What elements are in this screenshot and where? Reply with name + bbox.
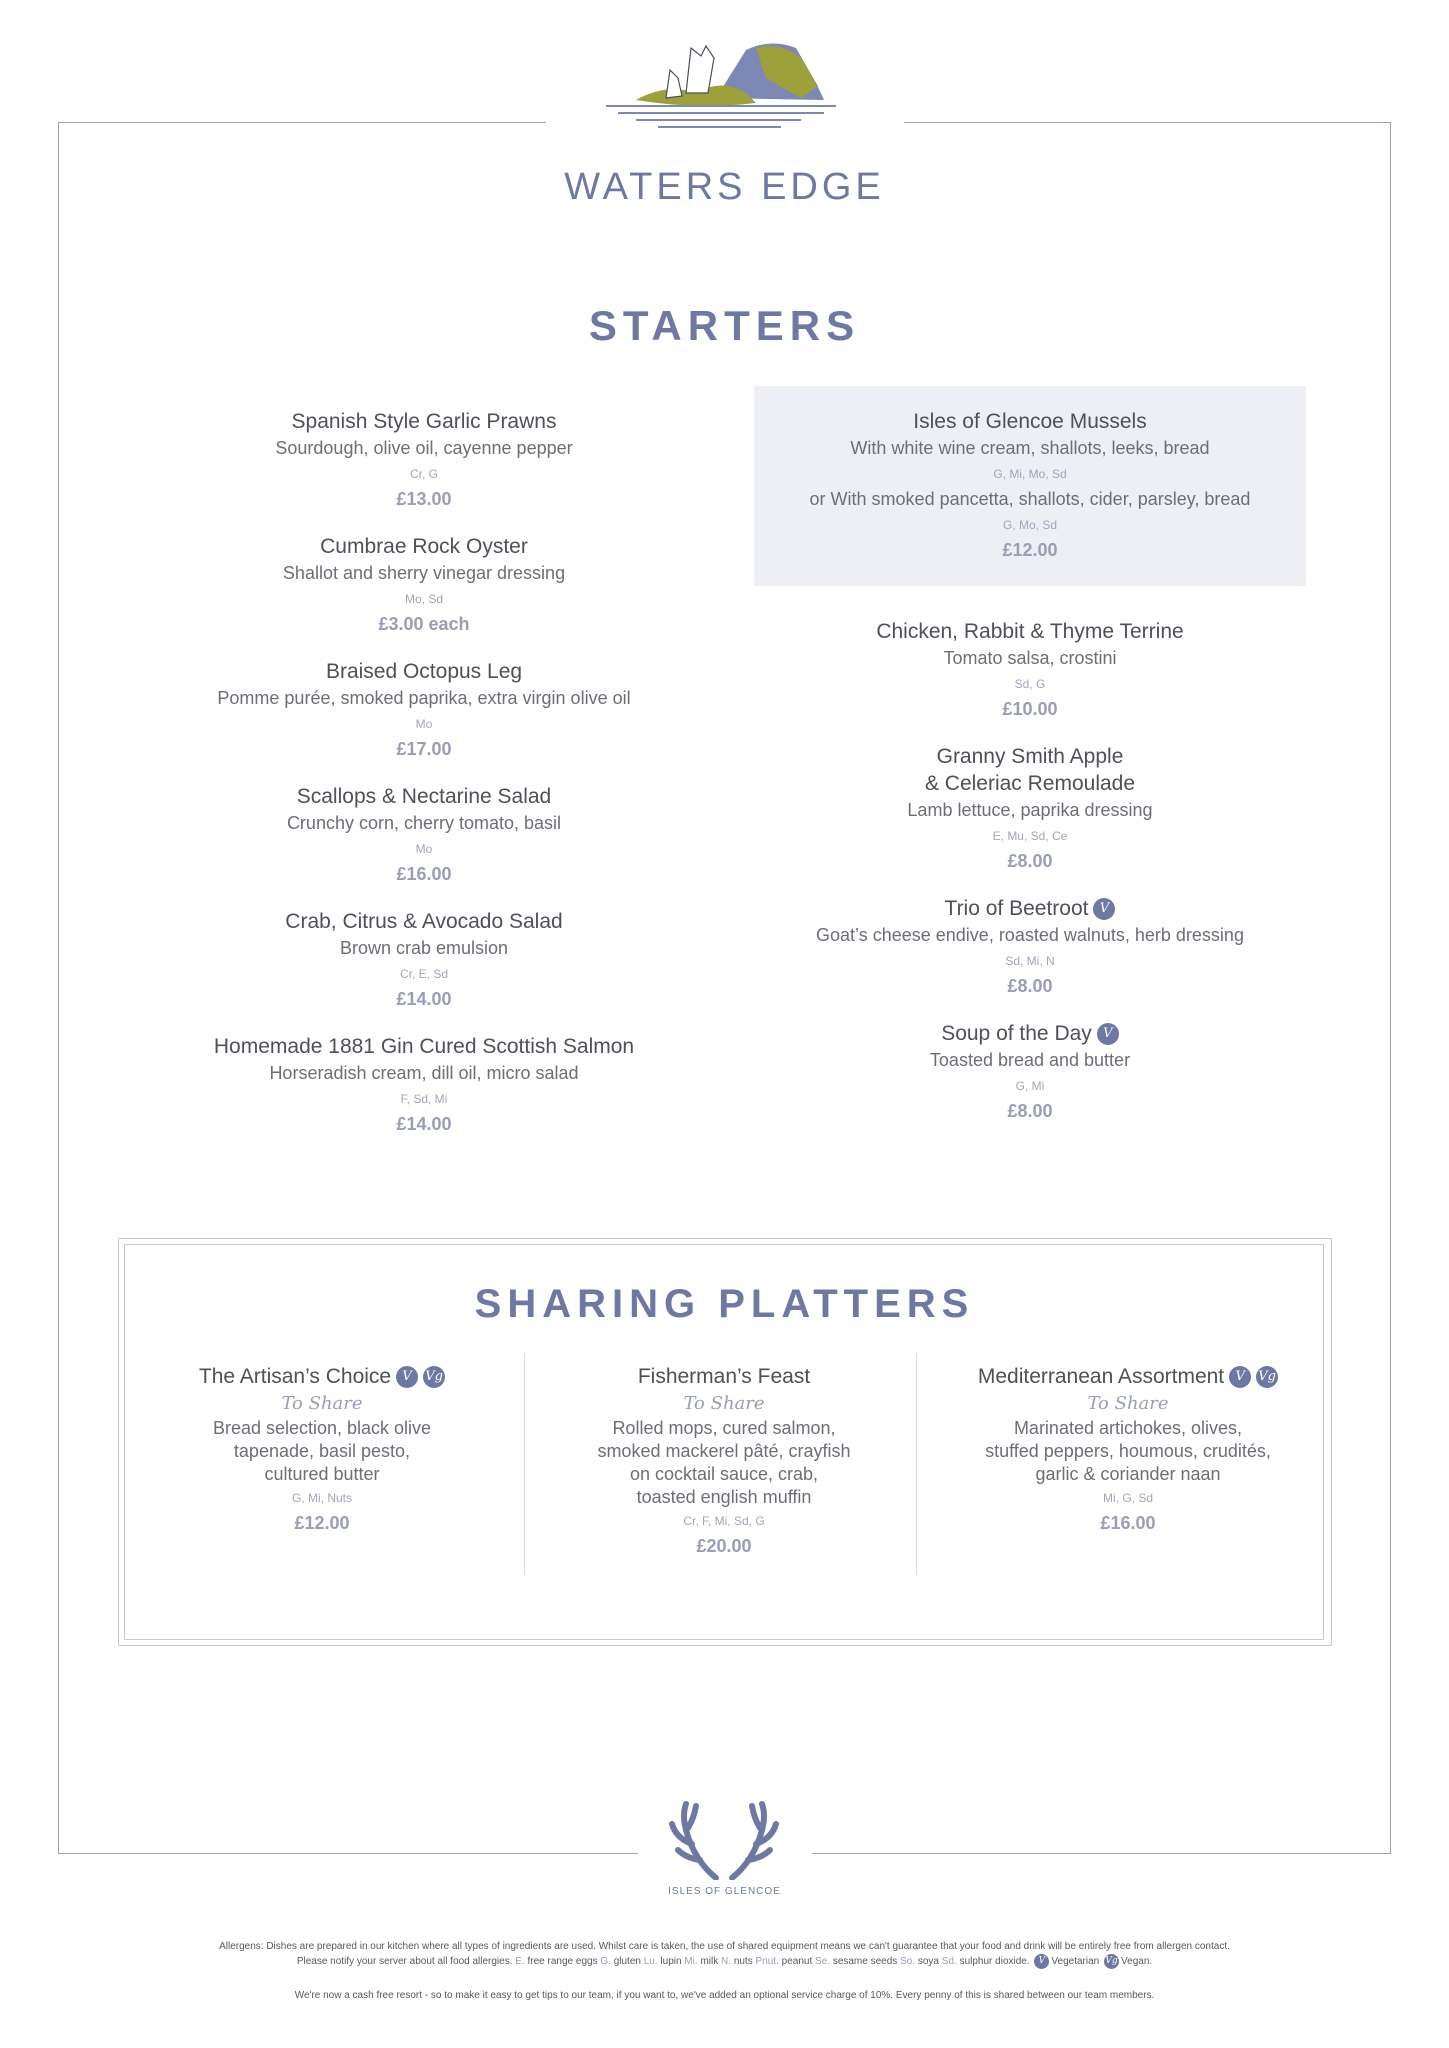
vegan-badge-icon: Vg [423,1366,445,1388]
item-allergens: E, Mu, Sd, Ce [992,829,1068,843]
menu-item [754,895,1306,1000]
frame-right [1390,122,1391,1854]
item-allergens: Mo, Sd [404,592,443,606]
item-name: The Artisan’s Choice [198,1365,392,1388]
starters-left-column [184,408,664,1158]
menu-item [184,783,664,888]
vegan-badge-icon: Vg [1256,1366,1278,1388]
frame-left [58,122,59,1854]
menu-item [754,743,1306,875]
item-price: £14.00 [396,989,452,1009]
item-allergens: Cr, E, Sd [399,967,449,981]
item-name-line2: & Celeriac Remoulade [924,772,1136,795]
item-name: Chicken, Rabbit & Thyme Terrine [876,620,1184,643]
item-allergens: G, Mi, Mo, Sd [993,467,1067,481]
item-price: £12.00 [1002,540,1058,560]
item-name: Scallops & Nectarine Salad [296,785,552,808]
item-name-row [958,1363,1298,1390]
item-name: Cumbrae Rock Oyster [320,535,528,558]
item-description: Lamb lettuce, paprika dressing [907,800,1153,820]
menu-item [184,533,664,638]
item-description: With white wine cream, shallots, leeks, bread [850,438,1210,458]
item-subtitle: To Share [683,1393,765,1414]
item-name: Braised Octopus Leg [325,660,523,683]
item-allergens: Cr, G [409,467,438,481]
item-allergens: Mo [415,717,433,731]
item-price: £8.00 [1007,851,1053,871]
item-description: Toasted bread and butter [929,1050,1131,1070]
item-name-row [754,1020,1306,1047]
item-description-line: Rolled mops, cured salmon, [612,1418,836,1438]
item-description: Crunchy corn, cherry tomato, basil [286,813,562,833]
frame-top-left [58,122,546,123]
item-price: £17.00 [396,739,452,759]
item-subtitle: To Share [1087,1393,1169,1414]
vegetarian-badge-icon: V [1229,1366,1251,1388]
item-allergens: F, Sd, Mi [400,1092,448,1106]
item-name: Spanish Style Garlic Prawns [291,410,557,433]
item-name: Soup of the Day [941,1022,1092,1045]
featured-item [754,408,1306,564]
item-price: £8.00 [1007,976,1053,996]
item-description-line: toasted english muffin [636,1487,812,1507]
item-name-row [152,1363,492,1390]
item-allergens: G, Mi [1015,1079,1045,1093]
menu-item [754,618,1306,723]
item-description: Goat’s cheese endive, roasted walnuts, herb dressing [816,925,1244,945]
item-price: £10.00 [1002,699,1058,719]
vegetarian-badge-icon: V [1093,898,1115,920]
menu-item [184,1033,664,1138]
item-price: £8.00 [1007,1101,1053,1121]
frame-bottom-right [812,1853,1391,1854]
vegetarian-badge-icon: V [1034,1954,1049,1969]
service-charge-notice: We're now a cash free resort - so to make it easy to get tips to our team, if you want to, we've added an optional service charge of 10%. Every penny of this is shared between our team members. [294,1990,1155,2001]
item-allergens: Mo [415,842,433,856]
item-description: Sourdough, olive oil, cayenne pepper [275,438,573,458]
item-price: £20.00 [696,1536,752,1556]
menu-item [754,1020,1306,1125]
item-description: Pomme purée, smoked paprika, extra virgin olive oil [217,688,631,708]
item-name: Isles of Glencoe Mussels [913,410,1147,433]
menu-item [184,658,664,763]
item-name: Fisherman’s Feast [637,1365,811,1388]
item-description-line: on cocktail sauce, crab, [629,1464,819,1484]
platter-item [152,1363,492,1537]
item-allergens: Sd, Mi, N [1005,954,1055,968]
allergen-notice-line1: Allergens: Dishes are prepared in our kitchen where all types of ingredients are used. Whilst care is taken, the use of shared equipment means we can't guarantee that your food and drink will be entirely free from allergen contact. [219,1941,1230,1952]
menu-item [184,408,664,513]
item-description-line: garlic & coriander naan [1035,1464,1221,1484]
item-price: £12.00 [294,1513,350,1533]
item-description-line: smoked mackerel pâté, crayfish [597,1441,851,1461]
item-description-line: tapenade, basil pesto, [233,1441,411,1461]
platter-divider [916,1353,917,1575]
item-description-alt: or With smoked pancetta, shallots, cider, parsley, bread [809,489,1251,509]
item-description: Shallot and sherry vinegar dressing [282,563,566,583]
item-description: Tomato salsa, crostini [943,648,1117,668]
item-allergens: Mi, G, Sd [1102,1491,1153,1505]
item-description-line: stuffed peppers, houmous, crudités, [985,1441,1271,1461]
item-description: Brown crab emulsion [339,938,509,958]
item-price: £3.00 each [378,614,470,634]
waters-edge-logo-icon [596,38,846,138]
brand-name: WATERS EDGE [564,166,885,208]
vegetarian-badge-icon: V [1097,1023,1119,1045]
frame-bottom-left [58,1853,638,1854]
allergen-notice-line2: Please notify your server about all food allergies. E. free range eggs G. gluten Lu. lupin Mi. milk N. nuts Pnut. peanut Se. sesame seeds So. soya Sd. sulphur dioxide. V Vegetarian Vg Vegan. [296,1956,1153,1968]
item-name-line1: Granny Smith Apple [936,745,1124,768]
item-allergens: Sd, G [1014,677,1046,691]
item-name: Trio of Beetroot [944,897,1089,920]
item-price: £13.00 [396,489,452,509]
item-description-line: Marinated artichokes, olives, [1013,1418,1243,1438]
platter-divider [524,1353,525,1575]
item-subtitle: To Share [281,1393,363,1414]
antlers-logo-icon [664,1800,784,1880]
item-description-line: cultured butter [264,1464,380,1484]
item-name: Mediterranean Assortment [977,1365,1225,1388]
item-price: £14.00 [396,1114,452,1134]
item-name: Homemade 1881 Gin Cured Scottish Salmon [213,1035,635,1058]
item-description: Horseradish cream, dill oil, micro salad [269,1063,579,1083]
platter-item [958,1363,1298,1537]
platters-title: SHARING PLATTERS [474,1282,975,1326]
item-name: Crab, Citrus & Avocado Salad [285,910,563,933]
item-allergens-alt: G, Mo, Sd [1002,518,1058,532]
item-description-line: Bread selection, black olive [212,1418,432,1438]
item-price: £16.00 [396,864,452,884]
platter-item [554,1363,894,1560]
vegetarian-badge-icon: V [396,1366,418,1388]
vegan-badge-icon: Vg [1104,1954,1119,1969]
isles-of-glencoe-logo-text: ISLES OF GLENCOE [668,1886,781,1897]
item-allergens: Cr, F, Mi, Sd, G [683,1514,765,1528]
frame-top-right [904,122,1391,123]
starters-right-column [754,618,1306,1145]
item-name-row [754,895,1306,922]
item-price: £16.00 [1100,1513,1156,1533]
menu-item [184,908,664,1013]
starters-title: STARTERS [588,302,861,349]
allergen-notice [100,1940,1349,1969]
item-allergens: G, Mi, Nuts [291,1491,352,1505]
